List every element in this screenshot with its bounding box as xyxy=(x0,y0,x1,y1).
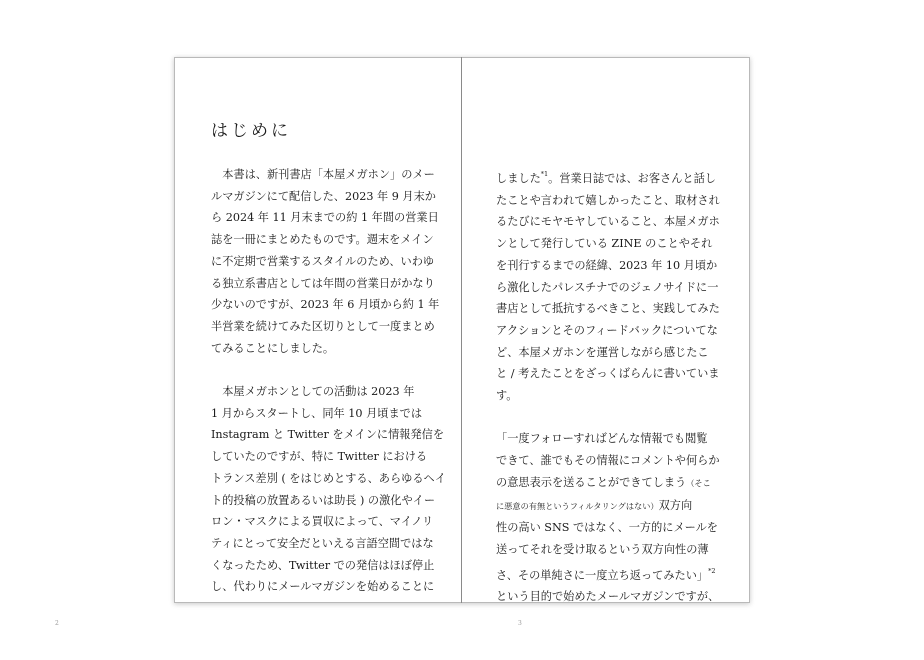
text-line: 少ないのですが、2023 年 6 月頃から約 1 年 xyxy=(211,298,440,312)
page-heading: はじめに xyxy=(211,121,291,141)
paragraph xyxy=(496,164,718,407)
text-line: 送ってそれを受け取るという双方向性の薄 xyxy=(496,542,709,556)
text-line: 半営業を続けてみた区切りとして一度まとめ xyxy=(211,319,435,333)
small-text-fragment: に悪意の有無というフィルタリングはない） xyxy=(496,500,659,511)
text-line: 本書は、新刊書店「本屋メガホン」のメー xyxy=(211,168,435,181)
text-line: していたのですが、特に Twitter における xyxy=(211,450,428,464)
text-line: ど、本屋メガホンを運営しながら感じたこ xyxy=(496,345,709,359)
left-page-body xyxy=(211,164,446,620)
text-line: 誌を一冊にまとめたものです。週末をメイン xyxy=(211,233,434,247)
text-line: てみることにしました。 xyxy=(211,341,335,355)
page-number-right: 3 xyxy=(518,620,522,627)
text-line xyxy=(496,164,718,190)
text-fragment: 。営業日誌では、お客さんと話し xyxy=(548,172,716,185)
text-line: ロン・マスクによる買収によって、マイノリ xyxy=(211,515,434,529)
text-line xyxy=(496,495,718,518)
text-line: と / 考えたことをざっくばらんに書いていま xyxy=(496,367,720,381)
text-fragment: の意思表示を送ることができてしまう xyxy=(496,475,687,489)
footnote-marker: *2 xyxy=(708,566,716,575)
text-line: 書店として抵抗するべきこと、実践してみた xyxy=(496,302,720,316)
text-line: ら 2024 年 11 月末までの約 1 年間の営業日 xyxy=(211,211,439,225)
right-page xyxy=(462,57,750,603)
text-line: る独立系書店としては年間の営業日がかなり xyxy=(211,276,435,290)
text-line: 1 月からスタートし、同年 10 月頃までは xyxy=(211,406,423,420)
text-line: トランス差別 ( をはじめとする、あらゆるヘイ xyxy=(211,471,446,485)
left-page xyxy=(174,57,462,603)
text-line: という目的で始めたメールマガジンですが、 xyxy=(496,590,720,604)
text-fragment: しました xyxy=(496,172,541,185)
text-fragment: さ、その単純さに一度立ち返ってみたい」 xyxy=(496,568,709,582)
text-line: 「一度フォローすればどんな情報でも閲覧 xyxy=(496,432,708,446)
paragraph xyxy=(496,428,718,608)
footnote-marker: *1 xyxy=(540,170,549,178)
paragraph xyxy=(211,381,446,598)
text-line: アクションとそのフィードバックについてな xyxy=(496,323,718,337)
text-line: ルマガジンにて配信した、2023 年 9 月末か xyxy=(211,189,436,203)
text-line: に不定期で営業するスタイルのため、いわゆ xyxy=(211,254,435,268)
right-page-body xyxy=(496,164,718,630)
text-line: るたびにモヤモヤしていること、本屋メガホ xyxy=(496,215,720,229)
text-line: くなったため、Twitter での発信はほぼ停止 xyxy=(211,558,435,572)
text-line: ら激化したパレスチナでのジェノサイドに一 xyxy=(496,280,719,294)
text-line: 本屋メガホンとしての活動は 2023 年 xyxy=(211,385,415,399)
text-line: ト的投稿の放置あるいは助長 ) の激化やイー xyxy=(211,493,436,507)
text-line xyxy=(496,472,718,495)
text-line: Instagram と Twitter をメインに情報発信を xyxy=(211,428,445,442)
page-number-left: 2 xyxy=(55,620,59,627)
book-spread xyxy=(174,57,750,603)
text-line: 性の高い SNS ではなく、一方的にメールを xyxy=(496,521,718,535)
text-line: たことや言われて嬉しかったこと、取材され xyxy=(496,193,720,207)
text-fragment: 双方向 xyxy=(658,498,693,512)
small-text-fragment: （そこ xyxy=(686,477,711,488)
text-line: を刊行するまでの経緯、2023 年 10 月頃か xyxy=(496,258,718,272)
text-line: できて、誰でもその情報にコメントや何らか xyxy=(496,454,720,468)
text-line: す。 xyxy=(496,389,518,403)
text-line: し、代わりにメールマガジンを始めることに xyxy=(211,580,435,594)
text-line: ティにとって安全だといえる言語空間ではな xyxy=(211,536,434,550)
text-line: ンとして発行している ZINE のことやそれ xyxy=(496,237,713,251)
text-line xyxy=(496,561,718,587)
paragraph xyxy=(211,164,440,359)
